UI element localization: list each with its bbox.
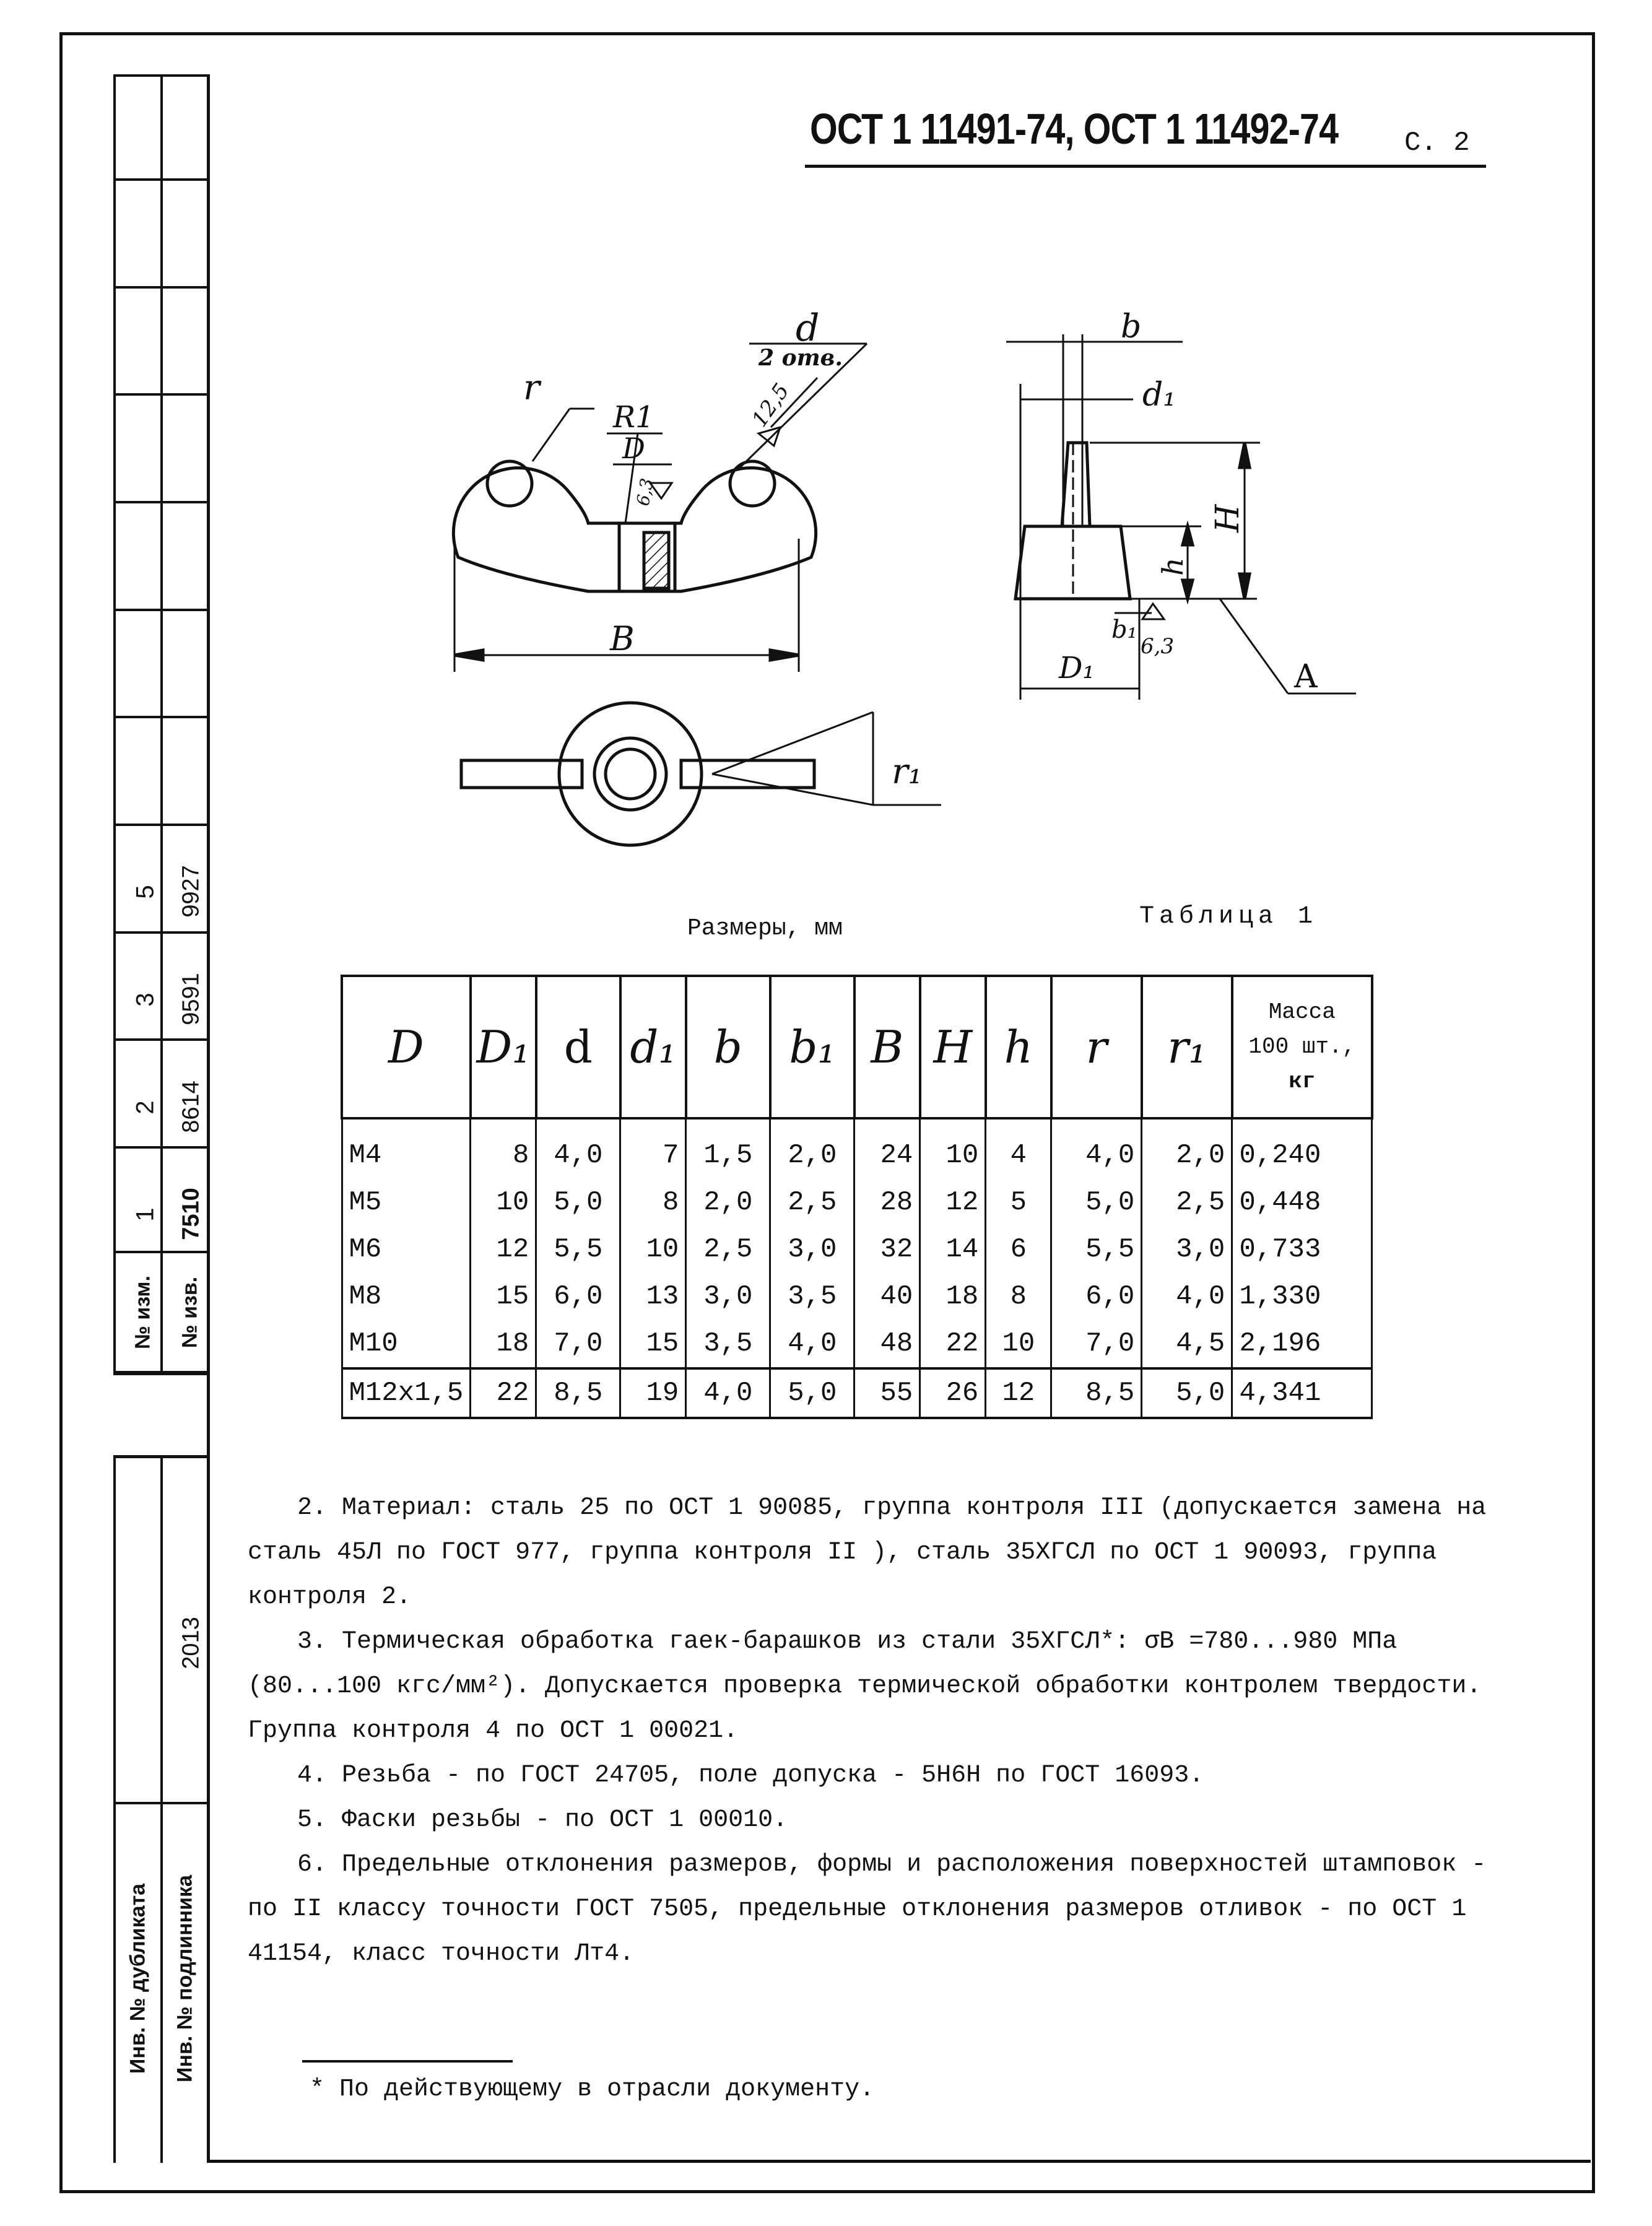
col-d: d <box>536 976 620 1118</box>
label-b: b <box>1121 308 1142 346</box>
label-b1: b₁ <box>1111 615 1137 644</box>
col-h: h <box>986 976 1051 1118</box>
table-header-row <box>342 976 1372 1118</box>
label-A: A <box>1294 658 1318 695</box>
col-H: H <box>920 976 986 1118</box>
table-caption: Таблица 1 <box>1139 903 1318 931</box>
note-4: 4. Резьба - по ГОСТ 24705, поле допуска - 5Н6Н по ГОСТ 16093. <box>297 1762 1204 1789</box>
notes-section <box>248 1486 1498 1976</box>
label-H: H <box>1209 504 1246 533</box>
doc-number-9927: 9927 <box>178 865 204 918</box>
dimensions-table <box>341 975 1373 1419</box>
rev-number-5: 5 <box>131 885 159 899</box>
col-b: b <box>686 976 770 1118</box>
table-row: M6 12 5,5 10 2,5 3,0 32 14 6 5,5 3,0 0,733 <box>342 1226 1372 1273</box>
col-r: r <box>1051 976 1142 1118</box>
dup-inventory-label: Инв. № дубликата <box>126 1883 150 2074</box>
doc-number-8614: 8614 <box>178 1080 204 1133</box>
margin-inventory <box>113 1455 207 2163</box>
table-subcaption: Размеры, мм <box>687 915 843 942</box>
table-row: M4 8 4,0 7 1,5 2,0 24 10 4 4,0 2,0 0,240 <box>342 1118 1372 1179</box>
label-h: h <box>1156 557 1189 576</box>
label-d1: d₁ <box>1142 376 1176 414</box>
top-view <box>461 703 941 845</box>
label-B: B <box>610 619 635 658</box>
label-roughness-6-3-front: 6,3 <box>632 476 658 508</box>
footnote: * По действующему в отрасли документу. <box>310 2076 875 2103</box>
table-row: M12x1,5 22 8,5 19 4,0 5,0 55 26 12 8,5 5,0 4,341 <box>342 1368 1372 1418</box>
rev-number-1: 1 <box>131 1207 159 1222</box>
note-2: 2. Материал: сталь 25 по ОСТ 1 90085, группа контроля III (допускается замена на сталь 45Л по ГОСТ 977, группа контроля II ), сталь 35ХГСЛ по ОСТ 1 90093, группа контроля 2. <box>248 1494 1487 1611</box>
table-row: M5 10 5,0 8 2,0 2,5 28 12 5 5,0 2,5 0,448 <box>342 1179 1372 1226</box>
label-r1: r₁ <box>892 752 923 792</box>
table-row: M10 18 7,0 15 3,5 4,0 48 22 10 7,0 4,5 2,196 <box>342 1320 1372 1368</box>
rev-number-3: 3 <box>131 993 159 1007</box>
page-number: С. 2 <box>1404 128 1470 159</box>
front-view <box>453 344 867 672</box>
col-mass: Масса 100 шт., кг <box>1232 976 1372 1118</box>
col-B: B <box>854 976 920 1118</box>
note-6: 6. Предельные отклонения размеров, формы и расположения поверхностей штамповок - по II классу точности ГОСТ 7505, предельные отклонения размеров отливок - по ОСТ 1 41154, класс точности Лт4. <box>248 1851 1487 1968</box>
label-roughness-12-5: 12,5 <box>747 379 794 432</box>
table-row: M8 15 6,0 13 3,0 3,5 40 18 8 6,0 4,0 1,330 <box>342 1273 1372 1320</box>
col-r1: r₁ <box>1142 976 1232 1118</box>
label-R1: R1 <box>613 400 654 435</box>
year: 2013 <box>178 1617 204 1669</box>
technical-drawing <box>0 0 1652 929</box>
doc-label: № изв. <box>178 1276 202 1349</box>
note-3: 3. Термическая обработка гаек-барашков из стали 35ХГСЛ*: σВ =780...980 МПа (80...100 кгс/мм²). Допускается проверка термической обработки контролем твердости. Группа контроля 4 по ОСТ 1 00021. <box>248 1628 1482 1745</box>
col-d1: d₁ <box>620 976 686 1118</box>
note-5: 5. Фаски резьбы - по ОСТ 1 00010. <box>297 1806 788 1834</box>
col-b1: b₁ <box>770 976 854 1118</box>
label-d-note: 2 отв. <box>759 345 843 371</box>
doc-number-9591: 9591 <box>178 973 204 1025</box>
col-D: D <box>342 976 471 1118</box>
rev-label: № изм. <box>131 1276 155 1349</box>
label-roughness-6-3-side: 6,3 <box>1141 634 1175 659</box>
label-r: r <box>523 368 540 408</box>
rev-number-2: 2 <box>131 1100 159 1115</box>
document-title: ОСТ 1 11491-74, ОСТ 1 11492-74 <box>810 105 1339 153</box>
footnote-rule <box>302 2060 513 2063</box>
label-D1: D₁ <box>1059 651 1095 685</box>
side-view <box>1006 334 1356 700</box>
label-d: d <box>796 307 820 350</box>
doc-number-7510: 7510 <box>178 1188 204 1240</box>
orig-inventory-label: Инв. № подлинника <box>173 1875 197 2082</box>
label-D-front: D <box>622 432 645 465</box>
col-D1: D₁ <box>471 976 536 1118</box>
